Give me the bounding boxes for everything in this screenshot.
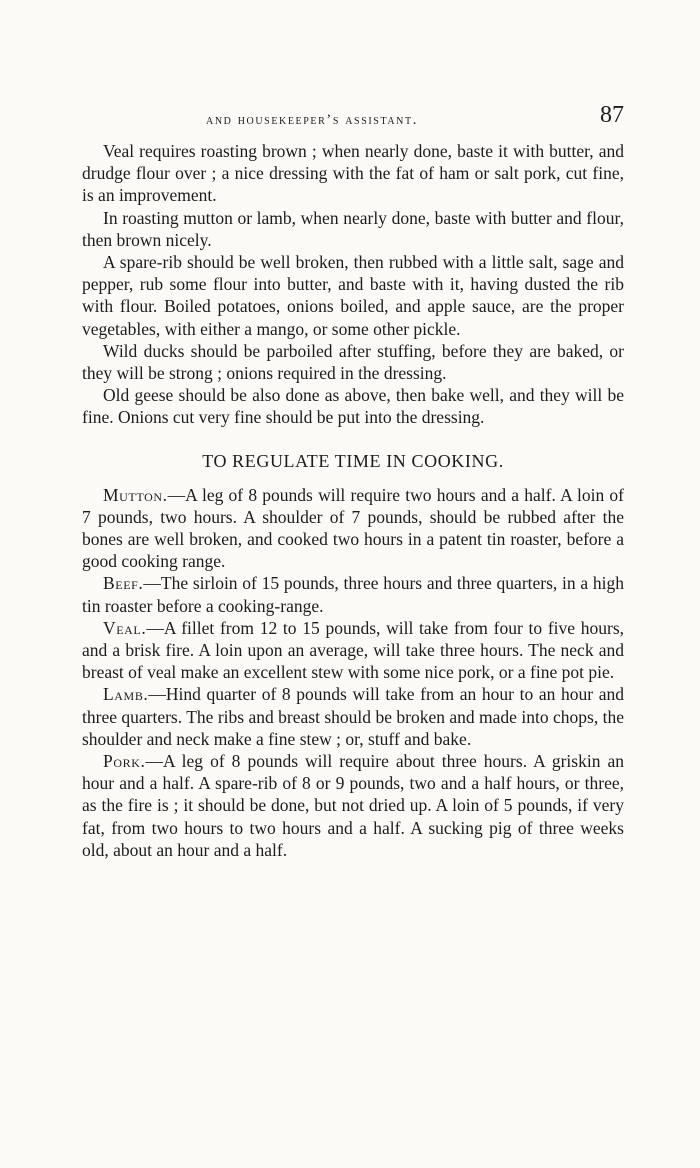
paragraph-spare-rib: A spare-rib should be well broken, then rubbed with a little salt, sage and pepper, rub some flour into butter, and baste with it, having dusted the rib with flour. Boiled potatoes, onions boiled, and apple sauce, are the proper vegetables, with either a mango, or some other pickle. — [82, 252, 624, 339]
page-number: 87 — [600, 102, 624, 128]
paragraph-old-geese: Old geese should be also done as above, then bake well, and they will be fine. Onions cut very fine should be put into the dressing. — [82, 385, 624, 428]
paragraph-veal-roasting: Veal requires roasting brown ; when nearly done, baste it with butter, and drudge flour over ; a nice dressing with the fat of ham or salt pork, cut fine, is an improvement. — [82, 141, 624, 206]
entry-lead: Beef. — [103, 573, 144, 594]
entry-text: —A fillet from 12 to 15 pounds, will take from four to five hours, and a brisk fire. A loin upon an average, will take three hours. The neck and breast of veal make an excellent stew with some nice pork, or a fine pot pie. — [82, 617, 624, 683]
body-text — [82, 140, 624, 429]
entry-lead: Lamb. — [103, 684, 149, 705]
cooking-times — [82, 484, 624, 861]
entry-lead: Veal. — [103, 617, 147, 638]
entry-lead: Mutton. — [103, 484, 168, 505]
entry-lead: Pork. — [103, 751, 146, 772]
entry-text: —A leg of 8 pounds will require about three hours. A griskin an hour and a half. A spare-rib of 8 or 9 pounds, two and a half hours, or three, as the fire is ; it should be done, but not dried up. A loin of 5 pounds, if very fat, from two hours to two hours and a half. A sucking pig of three weeks old, about an hour and a half. — [82, 751, 624, 860]
entry-text: —A leg of 8 pounds will require two hours and a half. A loin of 7 pounds, two hours. A shoulder of 7 pounds, should be rubbed after the bones are well broken, and cooked two hours in a patent tin roaster, before a good cooking range. — [82, 484, 624, 572]
entry-text: —The sirloin of 15 pounds, three hours and three quarters, in a high tin roaster before a cooking-range. — [82, 573, 624, 616]
entry-pork — [82, 750, 624, 861]
book-page — [82, 100, 624, 861]
running-header — [82, 100, 624, 140]
entry-text: —Hind quarter of 8 pounds will take from an hour to an hour and three quarters. The ribs and breast should be broken and made into chops, the shoulder and neck make a fine stew ; or, stuff and bake. — [82, 684, 624, 749]
paragraph-mutton-lamb: In roasting mutton or lamb, when nearly done, baste with butter and flour, then brown nicely. — [82, 207, 624, 250]
paragraph-wild-ducks: Wild ducks should be parboiled after stuffing, before they are baked, or they will be strong ; onions required in the dressing. — [82, 340, 624, 384]
running-title: and housekeeper’s assistant. — [206, 112, 418, 128]
entry-beef — [82, 572, 624, 616]
entry-veal — [82, 617, 624, 684]
entry-lamb — [82, 683, 624, 750]
section-heading: TO REGULATE TIME IN COOKING. — [202, 450, 504, 471]
entry-mutton — [82, 484, 624, 573]
